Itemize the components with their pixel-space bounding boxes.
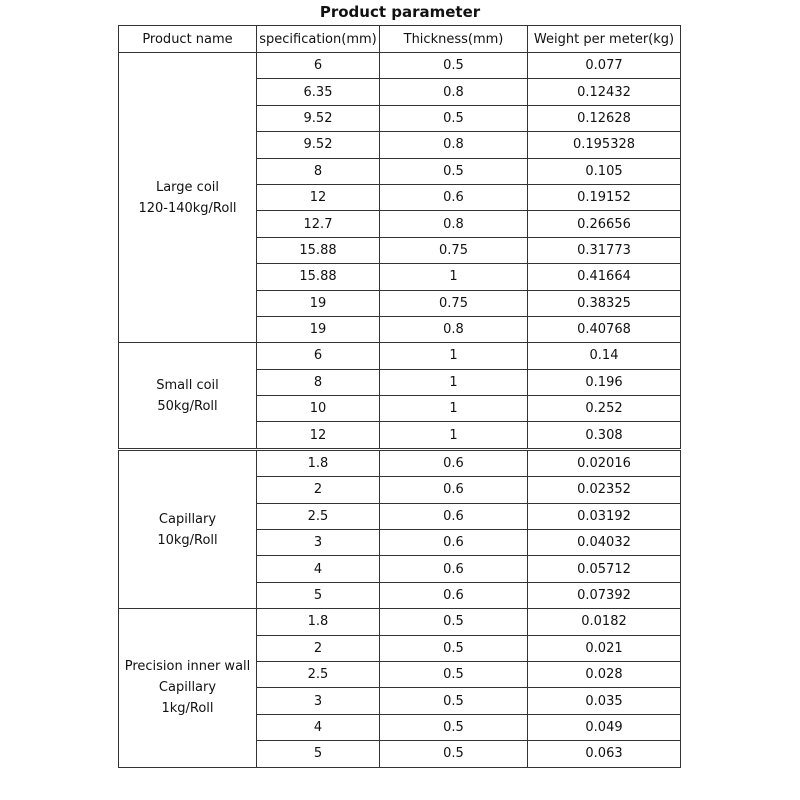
- product-group-name-line: 10kg/Roll: [157, 532, 218, 548]
- specification-cell: 2.5: [257, 503, 380, 529]
- thickness-cell: 0.6: [380, 503, 528, 529]
- table-row: [119, 53, 681, 79]
- weight-cell: 0.063: [528, 741, 681, 767]
- specification-cell: 6: [257, 343, 380, 369]
- table-row: [119, 609, 681, 635]
- header-specification: specification(mm): [257, 26, 380, 53]
- specification-cell: 3: [257, 688, 380, 714]
- thickness-cell: 0.6: [380, 184, 528, 210]
- specification-cell: 9.52: [257, 132, 380, 158]
- thickness-cell: 0.5: [380, 741, 528, 767]
- specification-cell: 1.8: [257, 609, 380, 635]
- thickness-cell: 0.6: [380, 556, 528, 582]
- thickness-cell: 0.5: [380, 635, 528, 661]
- specification-cell: 15.88: [257, 237, 380, 263]
- specification-cell: 19: [257, 316, 380, 342]
- specification-cell: 9.52: [257, 105, 380, 131]
- specification-cell: 12: [257, 422, 380, 449]
- product-group-name-line: 120-140kg/Roll: [138, 200, 237, 216]
- specification-cell: 5: [257, 582, 380, 608]
- thickness-cell: 0.5: [380, 661, 528, 687]
- weight-cell: 0.077: [528, 53, 681, 79]
- thickness-cell: 0.8: [380, 79, 528, 105]
- thickness-cell: 0.5: [380, 688, 528, 714]
- weight-cell: 0.31773: [528, 237, 681, 263]
- weight-cell: 0.04032: [528, 530, 681, 556]
- thickness-cell: 0.5: [380, 609, 528, 635]
- thickness-cell: 0.8: [380, 211, 528, 237]
- product-group-name-line: Large coil: [155, 179, 220, 195]
- specification-cell: 19: [257, 290, 380, 316]
- product-group-name: [119, 53, 257, 343]
- weight-cell: 0.02352: [528, 477, 681, 503]
- weight-cell: 0.02016: [528, 449, 681, 476]
- weight-cell: 0.05712: [528, 556, 681, 582]
- product-parameter-table: [118, 25, 681, 768]
- header-row: [119, 26, 681, 53]
- product-group-name: [119, 343, 257, 450]
- thickness-cell: 0.5: [380, 105, 528, 131]
- thickness-cell: 0.75: [380, 237, 528, 263]
- specification-cell: 6: [257, 53, 380, 79]
- table-body: [119, 53, 681, 768]
- weight-cell: 0.021: [528, 635, 681, 661]
- thickness-cell: 1: [380, 369, 528, 395]
- specification-cell: 12: [257, 184, 380, 210]
- specification-cell: 10: [257, 396, 380, 422]
- specification-cell: 3: [257, 530, 380, 556]
- specification-cell: 4: [257, 556, 380, 582]
- weight-cell: 0.035: [528, 688, 681, 714]
- weight-cell: 0.105: [528, 158, 681, 184]
- weight-cell: 0.195328: [528, 132, 681, 158]
- thickness-cell: 1: [380, 422, 528, 449]
- table-row: [119, 343, 681, 369]
- thickness-cell: 0.6: [380, 582, 528, 608]
- header-thickness: Thickness(mm): [380, 26, 528, 53]
- thickness-cell: 1: [380, 396, 528, 422]
- thickness-cell: 0.8: [380, 132, 528, 158]
- table-title: Product parameter: [319, 3, 481, 21]
- product-group-name-line: Small coil: [156, 377, 219, 393]
- thickness-cell: 0.75: [380, 290, 528, 316]
- weight-cell: 0.38325: [528, 290, 681, 316]
- specification-cell: 4: [257, 714, 380, 740]
- specification-cell: 5: [257, 741, 380, 767]
- product-group-name-line: 1kg/Roll: [161, 701, 214, 717]
- weight-cell: 0.03192: [528, 503, 681, 529]
- specification-cell: 8: [257, 158, 380, 184]
- weight-cell: 0.049: [528, 714, 681, 740]
- header-product-name: Product name: [119, 26, 257, 53]
- thickness-cell: 1: [380, 343, 528, 369]
- product-group-name-line: Capillary: [158, 680, 217, 696]
- thickness-cell: 1: [380, 264, 528, 290]
- weight-cell: 0.07392: [528, 582, 681, 608]
- product-group-name-line: Capillary: [158, 511, 217, 527]
- weight-cell: 0.40768: [528, 316, 681, 342]
- weight-cell: 0.12628: [528, 105, 681, 131]
- thickness-cell: 0.6: [380, 477, 528, 503]
- thickness-cell: 0.5: [380, 158, 528, 184]
- thickness-cell: 0.5: [380, 53, 528, 79]
- weight-cell: 0.14: [528, 343, 681, 369]
- table-row: [119, 449, 681, 476]
- specification-cell: 6.35: [257, 79, 380, 105]
- weight-cell: 0.252: [528, 396, 681, 422]
- weight-cell: 0.26656: [528, 211, 681, 237]
- weight-cell: 0.12432: [528, 79, 681, 105]
- weight-cell: 0.196: [528, 369, 681, 395]
- specification-cell: 15.88: [257, 264, 380, 290]
- header-weight-per-meter: Weight per meter(kg): [528, 26, 681, 53]
- thickness-cell: 0.6: [380, 449, 528, 476]
- specification-cell: 12.7: [257, 211, 380, 237]
- product-group-name-line: 50kg/Roll: [157, 398, 218, 414]
- weight-cell: 0.308: [528, 422, 681, 449]
- weight-cell: 0.19152: [528, 184, 681, 210]
- specification-cell: 2: [257, 477, 380, 503]
- specification-cell: 1.8: [257, 449, 380, 476]
- thickness-cell: 0.6: [380, 530, 528, 556]
- specification-cell: 2: [257, 635, 380, 661]
- weight-cell: 0.0182: [528, 609, 681, 635]
- specification-cell: 8: [257, 369, 380, 395]
- specification-cell: 2.5: [257, 661, 380, 687]
- thickness-cell: 0.8: [380, 316, 528, 342]
- weight-cell: 0.41664: [528, 264, 681, 290]
- thickness-cell: 0.5: [380, 714, 528, 740]
- weight-cell: 0.028: [528, 661, 681, 687]
- product-group-name: [119, 449, 257, 608]
- product-group-name-line: Precision inner wall: [124, 659, 251, 675]
- product-group-name: [119, 609, 257, 767]
